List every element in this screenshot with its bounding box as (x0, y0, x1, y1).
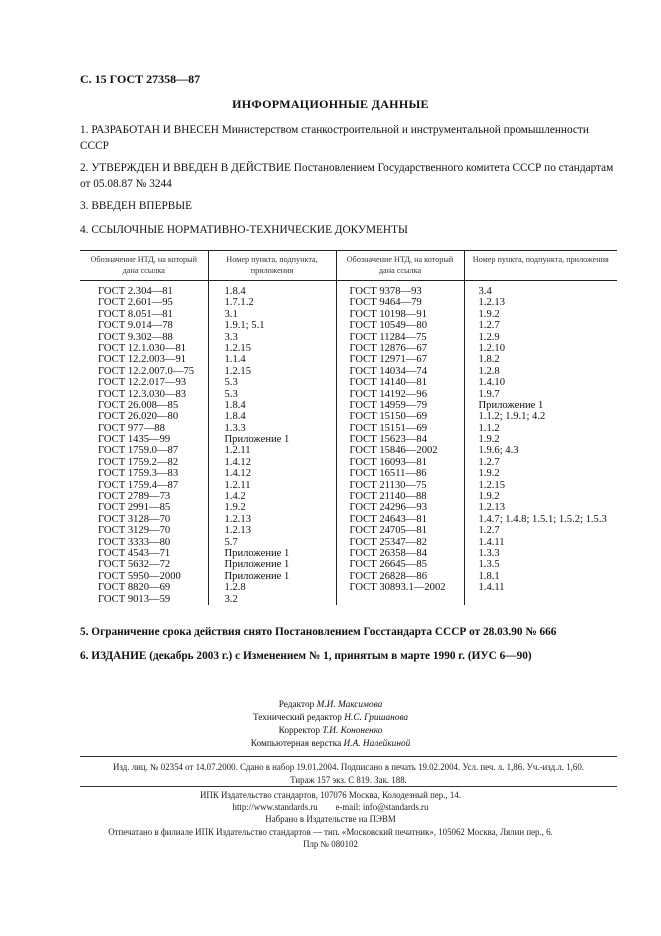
ntd-designation: ГОСТ 24643—81 (349, 513, 427, 525)
ntd-designation: ГОСТ 16093—81 (349, 456, 427, 468)
clause-number: 1.4.10 (478, 377, 505, 389)
item-text: УТВЕРЖДЕН И ВВЕДЕН В ДЕЙСТВИЕ Постановлением Государственного комитета СССР по стандартам от 05.08.87 № 3244 (80, 162, 614, 190)
ntd-designation: ГОСТ 26828—86 (349, 570, 427, 582)
clause-number: 1.4.11 (478, 582, 505, 594)
ntd-designation: ГОСТ 12876—67 (349, 342, 427, 354)
info-item-3 (80, 198, 616, 214)
ntd-designation: ГОСТ 15623—84 (349, 434, 427, 446)
ntd-designation: ГОСТ 14192—96 (349, 388, 427, 400)
ntd-designation: ГОСТ 1435—99 (98, 434, 171, 446)
clause-number: 1.8.4 (224, 411, 246, 423)
clause-number: 1.8.4 (224, 286, 246, 297)
clause-number: 5.3 (224, 388, 238, 400)
ntd-designation: ГОСТ 15150—69 (349, 411, 427, 423)
ntd-designation: ГОСТ 3129—70 (98, 525, 171, 537)
clause-number: 5.3 (224, 377, 238, 389)
ntd-designation: ГОСТ 26645—85 (349, 559, 427, 571)
ntd-designation: ГОСТ 10549—80 (349, 320, 427, 332)
item-number: 1. (80, 124, 89, 136)
credit-line: Компьютерная верстка И.А. Налейкиной (250, 739, 411, 749)
clause-number: 1.9.2 (478, 434, 500, 446)
ntd-designation: ГОСТ 12.2.007.0—75 (98, 365, 195, 377)
ntd-designation: ГОСТ 15151—69 (349, 422, 427, 434)
credit-line: Корректор Т.И. Кононенко (278, 726, 383, 736)
clause-number: 1.2.15 (224, 342, 251, 354)
ntd-designation: ГОСТ 9378—93 (349, 286, 422, 297)
ntd-designation: ГОСТ 3333—80 (98, 536, 171, 548)
ntd-designation: ГОСТ 14034—74 (349, 365, 427, 377)
clause-number: 1.4.12 (224, 456, 251, 468)
clause-number: 1.9.2 (224, 502, 246, 514)
ntd-designation: ГОСТ 14959—79 (349, 399, 427, 411)
item-number: 4. (80, 224, 89, 236)
clause-number: 1.2.13 (478, 297, 505, 309)
ntd-designation: ГОСТ 26.008—85 (98, 399, 179, 411)
item-text: РАЗРАБОТАН И ВНЕСЕН Министерством станкостроительной и инструментальной промышленности СССР (80, 124, 589, 152)
publisher-line: Отпечатано в филиале ИПК Издательство стандартов — тип. «Московский печатник», 105062 Москва, Лялин пер., 6. (108, 826, 553, 837)
clause-number: Приложение 1 (478, 399, 544, 411)
ntd-designation: ГОСТ 25347—82 (349, 536, 427, 548)
clause-number: 1.8.1 (478, 570, 500, 582)
clause-number: 1.2.13 (224, 513, 251, 525)
clause-number: 1.9.2 (478, 491, 500, 503)
divider (80, 756, 617, 757)
ntd-designation: ГОСТ 12.1.030—81 (98, 342, 187, 354)
publisher-line: ИПК Издательство стандартов, 107076 Москва, Колодезный пер., 14. (200, 790, 461, 800)
ntd-designation: ГОСТ 10198—91 (349, 308, 427, 320)
info-item-4 (80, 222, 616, 238)
ntd-designation: ГОСТ 9.014—78 (98, 320, 173, 332)
clause-number: 1.2.15 (478, 479, 505, 491)
clause-number: 1.9.7 (478, 388, 500, 400)
ntd-designation: ГОСТ 24705—81 (349, 525, 427, 537)
clause-number: 1.8.4 (224, 399, 246, 411)
ntd-designation: ГОСТ 9464—79 (349, 297, 422, 309)
publisher-line: Плр № 080102 (303, 838, 358, 849)
ntd-designation: ГОСТ 2789—73 (98, 491, 171, 503)
publisher-block (0, 789, 661, 850)
clause-number: 1.2.11 (224, 445, 251, 457)
ntd-designation: ГОСТ 2991—85 (98, 502, 171, 514)
ntd-designation: ГОСТ 21140—88 (349, 491, 427, 503)
right-docs-column (337, 286, 464, 594)
clause-number: 1.3.3 (224, 422, 246, 434)
ntd-designation: ГОСТ 2.601—95 (98, 297, 173, 309)
clause-number: 1.4.7; 1.4.8; 1.5.1; 1.5.2; 1.5.3 (478, 513, 607, 525)
ntd-designation: ГОСТ 21130—75 (349, 479, 427, 491)
clause-number: 1.3.3 (478, 547, 500, 559)
clause-number: 3.3 (224, 331, 238, 343)
ntd-designation: ГОСТ 24296—93 (349, 502, 427, 514)
ntd-designation: ГОСТ 26358—84 (349, 547, 427, 559)
left-items-column (209, 286, 336, 605)
clause-number: 1.2.8 (478, 365, 500, 377)
item-number: 3. (80, 200, 89, 212)
clause-number: 1.1.4 (224, 354, 246, 366)
ntd-designation: ГОСТ 1759.2—82 (98, 456, 179, 468)
clause-number: 1.7.1.2 (224, 297, 254, 309)
clause-number: 1.2.11 (224, 479, 251, 491)
ntd-designation: ГОСТ 12.3.030—83 (98, 388, 187, 400)
ntd-designation: ГОСТ 1759.0—87 (98, 445, 179, 457)
column-header: Обозначение НТД, на который дана ссылка (336, 251, 464, 281)
clause-number: 3.1 (224, 308, 238, 320)
clause-number: Приложение 1 (224, 570, 290, 582)
ntd-designation: ГОСТ 16511—86 (349, 468, 427, 480)
ntd-designation: ГОСТ 1759.4—87 (98, 479, 179, 491)
item-text: ВВЕДЕН ВПЕРВЫЕ (91, 200, 193, 212)
clause-number: 1.1.2; 1.9.1; 4.2 (478, 411, 546, 423)
clause-number: 1.8.2 (478, 354, 500, 366)
clause-number: 1.9.6; 4.3 (478, 445, 519, 457)
clause-number: 5.7 (224, 536, 238, 548)
clause-number: 1.9.2 (478, 468, 500, 480)
clause-number: 1.2.15 (224, 365, 251, 377)
clause-number: 1.2.7 (478, 525, 500, 537)
column-header: Обозначение НТД, на который дана ссылка (80, 251, 208, 281)
clause-number: Приложение 1 (224, 434, 290, 446)
clause-number: 3.4 (478, 286, 492, 297)
clause-number: 1.4.11 (478, 536, 505, 548)
divider (80, 786, 617, 787)
clause-number: 1.9.2 (478, 308, 500, 320)
right-items-column (465, 286, 618, 594)
references-table (80, 250, 617, 605)
ntd-designation: ГОСТ 26.020—80 (98, 411, 179, 423)
ntd-designation: ГОСТ 1759.3—83 (98, 468, 179, 480)
ntd-designation: ГОСТ 14140—81 (349, 377, 427, 389)
clause-number: 1.2.8 (224, 582, 246, 594)
ntd-designation: ГОСТ 30893.1—2002 (349, 582, 446, 594)
ntd-designation: ГОСТ 8820—69 (98, 582, 171, 594)
clause-number: 1.2.13 (478, 502, 505, 514)
clause-number: 1.9.1; 5.1 (224, 320, 265, 332)
clause-number: Приложение 1 (224, 547, 290, 559)
publisher-line: http://www.standards.ru e-mail: info@standards.ru (232, 802, 429, 813)
ntd-designation: ГОСТ 9.302—88 (98, 331, 173, 343)
clause-number: 1.1.2 (478, 422, 500, 434)
pubinfo-line: Тираж 157 экз. С 819. Зак. 188. (290, 775, 407, 785)
ntd-designation: ГОСТ 977—88 (98, 422, 165, 434)
clause-number: 1.4.12 (224, 468, 251, 480)
ntd-designation: ГОСТ 12971—67 (349, 354, 427, 366)
info-item-5: 5. Ограничение срока действия снято Постановлением Госстандарта СССР от 28.03.90 № 666 (80, 626, 557, 638)
ntd-designation: ГОСТ 8.051—81 (98, 308, 173, 320)
clause-number: 1.4.2 (224, 491, 246, 503)
pubinfo-line: Изд. лиц. № 02354 от 14.07.2000. Сдано в набор 19.01.2004. Подписано в печать 19.02.2004. Усл. печ. л. 1,86. Уч.-изд.л. 1,60. (113, 762, 584, 772)
clause-number: 1.3.5 (478, 559, 500, 571)
ntd-designation: ГОСТ 3128—70 (98, 513, 171, 525)
clause-number: 1.2.7 (478, 456, 500, 468)
credit-line: Редактор М.И. Максимова (278, 700, 383, 710)
clause-number: 3.2 (224, 593, 238, 605)
info-item-2 (80, 160, 616, 192)
ntd-designation: ГОСТ 5632—72 (98, 559, 171, 571)
publication-info (80, 761, 617, 787)
ntd-designation: ГОСТ 2.304—81 (98, 286, 173, 297)
column-header: Номер пункта, подпункта, приложения (208, 251, 336, 281)
ntd-designation: ГОСТ 4543—71 (98, 547, 171, 559)
ntd-designation: ГОСТ 15846—2002 (349, 445, 438, 457)
clause-number: 1.2.10 (478, 342, 505, 354)
credit-line: Технический редактор Н.С. Гришанова (252, 713, 409, 723)
clause-number: Приложение 1 (224, 559, 290, 571)
ntd-designation: ГОСТ 11284—75 (349, 331, 427, 343)
section-title: ИНФОРМАЦИОННЫЕ ДАННЫЕ (232, 97, 429, 111)
item-text: ССЫЛОЧНЫЕ НОРМАТИВНО-ТЕХНИЧЕСКИЕ ДОКУМЕНТЫ (91, 224, 408, 236)
ntd-designation: ГОСТ 5950—2000 (98, 570, 181, 582)
publisher-line: Набрано в Издательстве на ПЭВМ (265, 814, 396, 825)
clause-number: 1.2.13 (224, 525, 251, 537)
item-number: 2. (80, 162, 89, 174)
left-docs-column (80, 286, 208, 605)
ntd-designation: ГОСТ 12.2.003—91 (98, 354, 187, 366)
ntd-designation: ГОСТ 12.2.017—93 (98, 377, 187, 389)
clause-number: 1.2.7 (478, 320, 500, 332)
credits-block (0, 699, 661, 751)
clause-number: 1.2.9 (478, 331, 500, 343)
ntd-designation: ГОСТ 9013—59 (98, 593, 171, 605)
column-header: Номер пункта, подпункта, приложения (464, 251, 617, 281)
page-header: С. 15 ГОСТ 27358—87 (80, 72, 201, 86)
info-item-6: 6. ИЗДАНИЕ (декабрь 2003 г.) с Изменением № 1, принятым в марте 1990 г. (ИУС 6—90) (80, 650, 532, 662)
info-item-1 (80, 122, 616, 154)
